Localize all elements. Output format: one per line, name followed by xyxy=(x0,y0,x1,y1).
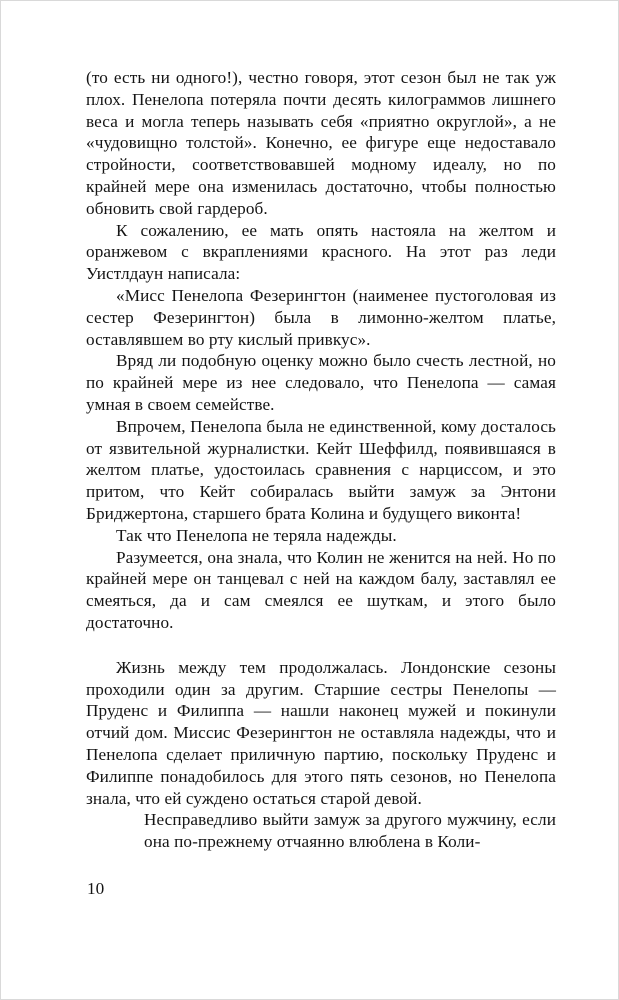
paragraph: К сожалению, ее мать опять настояла на желтом и оранжевом с вкраплениями красного. На этот раз леди Уистлдаун написала: xyxy=(86,220,556,284)
page-text xyxy=(86,67,556,853)
paragraph-quote: «Мисс Пенелопа Фезерингтон (наименее пустоголовая из сестер Фезерингтон) была в лимонно-желтом платье, оставлявшем во рту кислый привкус». xyxy=(86,285,556,349)
paragraph-continuation: (то есть ни одного!), честно говоря, этот сезон был не так уж плох. Пенелопа потеряла почти десять килограммов лишнего веса и могла теперь называть себя «приятно округлой», а не «чудовищно толстой». Конечно, ее фигуре еще недоставало стройности, соответствовавшей модному идеалу, но по крайней мере она изменилась достаточно, чтобы полностью обновить свой гардероб. xyxy=(86,68,556,218)
paragraph-section-start: Жизнь между тем продолжалась. Лондонские сезоны проходили один за другим. Старшие сестры Пенелопы — Пруденс и Филиппа — нашли наконец мужей и покинули отчий дом. Миссис Фезерингтон не оставляла надежды, что и Пенелопа сделает приличную партию, поскольку Пруденс и Филиппе понадобилось для этого пять сезонов, но Пенелопа знала, что ей суждено остаться старой девой. xyxy=(86,657,556,808)
page-number: 10 xyxy=(87,879,105,898)
paragraph: Вряд ли подобную оценку можно было счесть лестной, но по крайней мере из нее следовало, что Пенелопа — самая умная в своем семействе. xyxy=(86,351,556,414)
paragraph: Так что Пенелопа не теряла надежды. xyxy=(116,525,397,545)
paragraph: Впрочем, Пенелопа была не единственной, кому досталось от язвительной журналистки. Кейт Шеффилд, появившаяся в желтом платье, удостоилась сравнения с нарциссом, и это притом, что Кейт собиралась выйти замуж за Энтони Бриджертона, старшего брата Колина и будущего виконта! xyxy=(86,416,556,523)
paragraph-inset: Несправедливо выйти замуж за другого мужчину, если она по-прежнему отчаянно влюблена в Коли- xyxy=(144,810,556,852)
paragraph: Разумеется, она знала, что Колин не женится на ней. Но по крайней мере он танцевал с ней на каждом балу, заставлял ее смеяться, да и сам смеялся ее шуткам, и этого было достаточно. xyxy=(86,547,556,632)
